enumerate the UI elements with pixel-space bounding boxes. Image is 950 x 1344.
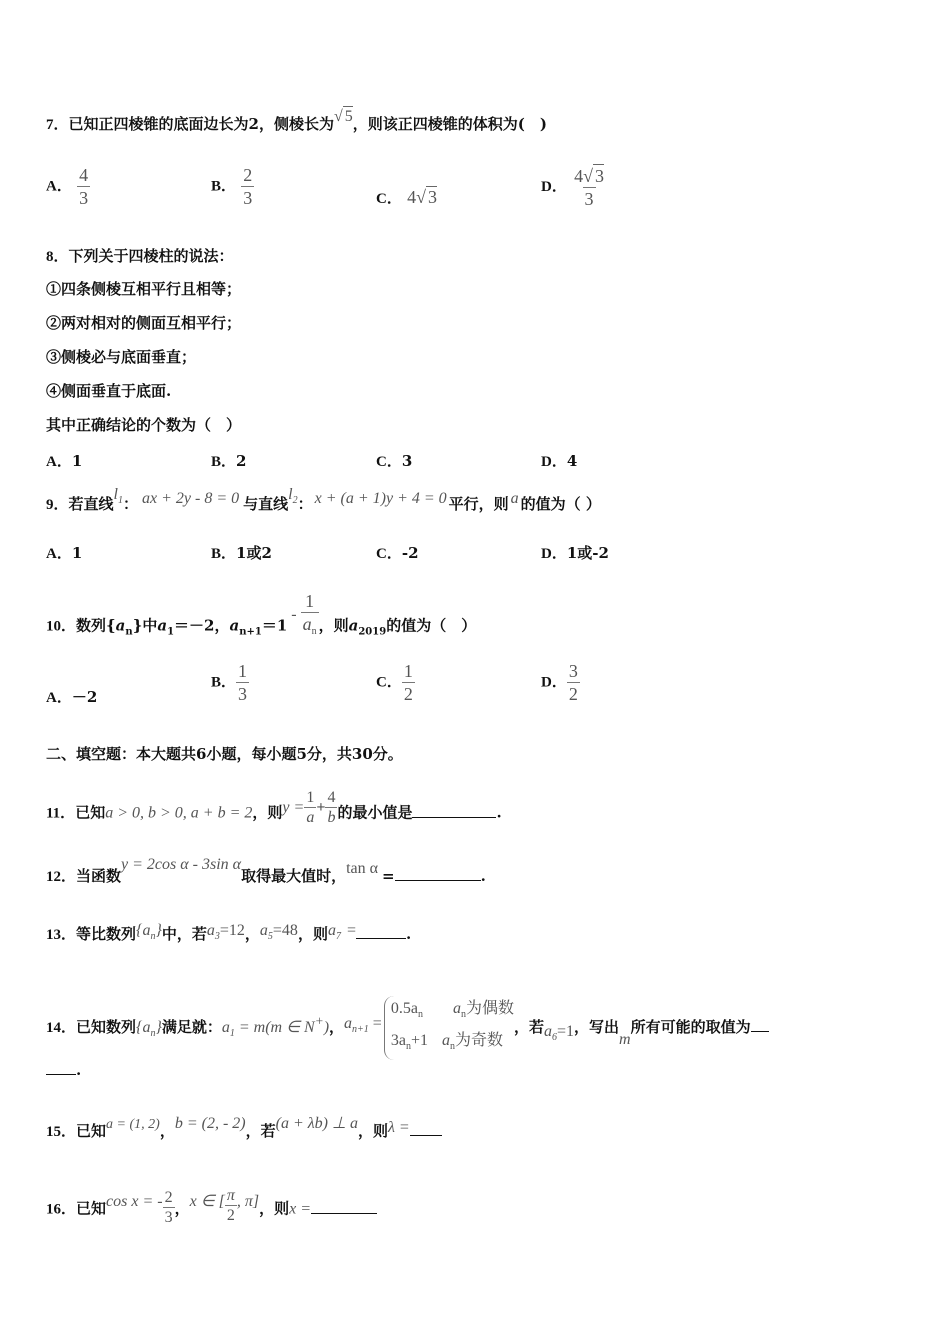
text: ，若: [513, 1018, 544, 1036]
coef: 4: [574, 166, 584, 186]
option-value: 1或-2: [566, 544, 609, 562]
q13-a5: [259, 922, 298, 942]
expr: +1: [410, 1032, 428, 1049]
q14-seq: $\{a_n\}$: [136, 1019, 162, 1039]
sub: 1: [117, 495, 123, 506]
text: 中，若: [161, 925, 207, 943]
frac-num: π: [226, 1187, 235, 1204]
sub: n: [150, 931, 156, 942]
radicand: 3: [427, 187, 437, 207]
text: .: [480, 867, 486, 885]
option-label: B．: [211, 454, 237, 470]
text: ＝－2，: [174, 616, 230, 635]
sub: n+1: [239, 626, 262, 638]
q11-answer-blank[interactable]: [412, 803, 496, 818]
text: 的最小值是: [337, 803, 413, 822]
text: 等比数列: [76, 925, 137, 943]
q7-option-c-value: 4√ 3: [407, 187, 437, 207]
paren: ): [323, 1019, 330, 1036]
sub: 2019: [358, 626, 387, 638]
q11-frac-1: [304, 788, 316, 827]
sub: 1: [167, 626, 175, 638]
q16-answer-blank[interactable]: [311, 1199, 377, 1214]
q8-stem: [46, 246, 234, 267]
q14-piecewise: [384, 996, 514, 1060]
q7-sqrt: √ 5: [333, 108, 353, 125]
frac-den: a: [306, 809, 315, 826]
q14-a6: [543, 1023, 574, 1043]
text: 的值为（ ）: [386, 616, 477, 635]
frac-den: 3: [584, 189, 594, 209]
var: a: [441, 1032, 450, 1049]
q15-number: 15．: [46, 1124, 77, 1140]
q11-number: 11．: [46, 805, 76, 822]
q16-number: 16．: [46, 1201, 77, 1218]
frac-den: b: [327, 809, 336, 826]
sub: 3: [214, 931, 220, 942]
frac-num: 4: [79, 165, 89, 185]
option-value: 4: [566, 452, 578, 470]
q9-text-3: 平行，则: [448, 495, 509, 513]
minus: -: [291, 605, 297, 623]
q7-option-d-label: D．: [541, 179, 567, 195]
q7-option-d-frac: [572, 164, 606, 210]
option-label: C．: [376, 546, 402, 562]
q14-a1: [221, 1013, 330, 1039]
q15-answer-blank[interactable]: [410, 1121, 442, 1136]
equals: =: [372, 1015, 382, 1032]
frac-num: 4: [327, 789, 336, 806]
expr: 0.5a: [390, 1000, 418, 1017]
frac-den: 2: [226, 1207, 235, 1224]
text: ，: [329, 1018, 345, 1036]
q8-option-b[interactable]: [211, 450, 246, 471]
text: 已知: [76, 1122, 107, 1140]
q9-option-d[interactable]: [541, 542, 609, 563]
q10-option-a[interactable]: [46, 686, 97, 707]
q10-option-c[interactable]: [376, 660, 415, 705]
text: ，则: [357, 1122, 388, 1140]
text: ，写出: [574, 1018, 620, 1036]
q7-option-c[interactable]: [376, 186, 437, 208]
q10-option-d[interactable]: [541, 660, 580, 705]
text: 所有可能的取值为: [630, 1018, 751, 1036]
q8-item-2: ②两对相对的侧面互相平行；: [46, 314, 242, 332]
expr: 3a: [390, 1032, 406, 1049]
q14-number: 14．: [46, 1020, 77, 1036]
q7-radicand: 5: [344, 108, 353, 125]
q7-option-a-frac: [77, 164, 90, 209]
q8-option-a[interactable]: [46, 450, 82, 471]
var: a: [348, 616, 359, 635]
q9-option-b[interactable]: [211, 542, 272, 563]
frac-den: 3: [164, 1209, 173, 1226]
q9-text-1: 若直线: [68, 495, 114, 513]
var: a: [344, 1015, 353, 1032]
q8-item-4: ④侧面垂直于底面.: [46, 382, 172, 400]
text: ，则: [297, 925, 328, 943]
sup: +: [314, 1013, 324, 1029]
option-label: D．: [541, 546, 567, 562]
q15-vector-b: b = (2, - 2): [174, 1115, 246, 1132]
option-label: B．: [211, 674, 237, 691]
frac-num: 1: [238, 661, 248, 681]
q10-number: 10．: [46, 618, 77, 635]
q11-stem: [46, 789, 502, 833]
q9-l1: [113, 486, 123, 506]
option-label: D．: [541, 454, 567, 470]
l: l: [288, 486, 293, 503]
q8-text: 下列关于四棱柱的说法：: [68, 247, 234, 265]
sub: n: [449, 1041, 455, 1052]
text: 取得最大值时，: [241, 867, 347, 885]
frac-num: 1: [305, 591, 315, 611]
value: =12: [219, 922, 245, 939]
sub: 1: [229, 1028, 235, 1039]
section-2-heading: 二、填空题：本大题共6小题，每小题5分，共30分。: [46, 745, 403, 763]
q14-answer-blank-a[interactable]: [751, 1017, 769, 1032]
sub: n: [150, 1028, 156, 1039]
q11-y: y =: [282, 798, 305, 816]
q9-text-4: 的值为（ ）: [520, 495, 601, 513]
frac-den: 2: [568, 684, 578, 704]
text: 已知: [75, 803, 106, 822]
value: = m(m ∈ N: [238, 1019, 315, 1036]
equals: =: [382, 867, 395, 885]
q7-stem: [46, 108, 547, 135]
equals: =: [346, 922, 356, 939]
text: ，若: [245, 1122, 276, 1140]
radicand: 3: [594, 166, 604, 186]
text: 数列{: [76, 616, 116, 635]
text: .: [405, 925, 412, 943]
option-value: -2: [401, 544, 419, 562]
var: a: [543, 1023, 552, 1040]
q16-range-b: , π]: [236, 1192, 260, 1210]
option-frac: [402, 660, 415, 705]
q15-lambda: λ =: [387, 1119, 410, 1136]
cond-text: 为偶数: [465, 1000, 514, 1017]
q7-option-b-frac: [241, 164, 254, 209]
q12-answer-blank[interactable]: [395, 866, 481, 881]
text: 已知数列: [76, 1018, 137, 1036]
q11-condition: a > 0, b > 0, a + b = 2: [105, 804, 253, 822]
q10-stem: [46, 591, 477, 653]
q13-number: 13．: [46, 927, 77, 943]
q14-case-2: [391, 1028, 514, 1060]
q13-a3: [206, 922, 245, 942]
q10-frac: [301, 590, 319, 643]
sub: n: [405, 1041, 411, 1052]
q14-an1: [344, 1015, 382, 1035]
sub: n+1: [352, 1024, 369, 1035]
option-value: 1: [71, 544, 83, 562]
option-value: 3: [401, 452, 413, 470]
q10-option-b[interactable]: [211, 660, 249, 705]
q7-text-b: ，则该正四棱锥的体积为( ): [352, 115, 547, 133]
text: 已知: [76, 1199, 107, 1218]
q7-number: 7．: [46, 117, 69, 133]
l: l: [113, 486, 118, 503]
value: =48: [272, 922, 298, 939]
option-label: C．: [376, 454, 402, 470]
q9-stem: [46, 486, 601, 521]
q15-stem: [46, 1115, 442, 1143]
value: =1: [556, 1023, 574, 1040]
q14-continuation: [46, 1060, 81, 1080]
frac-num: 3: [568, 661, 578, 681]
sub: n: [125, 626, 133, 638]
var: a: [157, 616, 168, 635]
q8-option-d[interactable]: [541, 450, 577, 471]
frac-den: 3: [79, 188, 89, 208]
sub: n: [460, 1009, 466, 1020]
text: .: [496, 803, 502, 822]
option-value: 1或2: [236, 544, 272, 562]
option-label: B．: [211, 546, 237, 562]
var: a: [206, 922, 215, 939]
option-value: 1: [71, 452, 83, 470]
coef: 4: [407, 187, 417, 207]
q8-question: 其中正确结论的个数为（ ）: [46, 416, 242, 434]
frac-den: [301, 612, 319, 643]
q15-perp: (a + λb) ⊥ a: [275, 1115, 358, 1132]
frac-num: 1: [403, 661, 413, 681]
sub: 7: [335, 931, 341, 942]
text: ，则: [259, 1199, 290, 1218]
q15-vector-a: a = (1, 2): [106, 1117, 160, 1132]
q16-stem: [46, 1187, 377, 1229]
q9-l2: [288, 486, 298, 506]
frac-num: 2: [164, 1189, 173, 1206]
option-label: D．: [541, 674, 567, 691]
q8-item-1: ①四条侧棱互相平行且相等；: [46, 280, 242, 298]
frac-num: 2: [243, 165, 253, 185]
q14-case-1: [391, 996, 514, 1028]
frac-num: 4√ 3: [574, 166, 604, 186]
q9-text-2: 与直线: [243, 495, 289, 513]
q14-answer-blank-b[interactable]: [46, 1060, 76, 1075]
var: a: [452, 1000, 461, 1017]
var: a: [115, 616, 126, 635]
sub: 6: [551, 1032, 557, 1043]
text: }中: [132, 616, 158, 635]
colon: ：: [297, 495, 313, 513]
q14-stem: [46, 996, 769, 1060]
text: 当函数: [76, 867, 122, 885]
q8-number: 8．: [46, 249, 69, 265]
q9-var: a: [510, 490, 519, 507]
q13-answer-blank[interactable]: [356, 924, 406, 939]
frac-den: 3: [238, 684, 248, 704]
q7-option-b[interactable]: [211, 164, 254, 209]
option-label: A．: [46, 546, 72, 562]
q16-pi-frac: [225, 1186, 237, 1225]
var: a: [142, 922, 151, 939]
comma: ，: [174, 1199, 190, 1218]
q11-frac-2: [325, 788, 337, 827]
comma: ，: [244, 925, 260, 943]
option-value: －2: [71, 688, 98, 706]
q7-option-d[interactable]: [541, 164, 606, 210]
option-frac: [567, 660, 580, 705]
q13-a7: [327, 922, 356, 942]
sub: 5: [267, 931, 273, 942]
q12-tan: tan α: [346, 860, 379, 877]
option-label: C．: [376, 674, 402, 691]
sub: n: [311, 626, 317, 637]
q12-stem: [46, 856, 486, 887]
var: a: [302, 614, 312, 634]
option-value: 2: [236, 452, 247, 470]
q9-eq2: x + (a + 1)y + 4 = 0: [314, 490, 447, 507]
q7-option-c-label: C．: [376, 191, 402, 207]
sub: n: [417, 1009, 423, 1020]
q16-range-a: x ∈ [: [189, 1192, 225, 1210]
option-label: A．: [46, 454, 72, 470]
q7-option-a[interactable]: [46, 164, 90, 209]
text: ＝1: [261, 616, 288, 635]
q14-m: m: [619, 1031, 631, 1048]
text: .: [76, 1061, 82, 1079]
q7-option-b-label: B．: [211, 178, 237, 195]
var: a: [229, 616, 240, 635]
frac-num: 1: [306, 789, 315, 806]
var: a: [221, 1019, 230, 1036]
q13-seq: $\{a_n\}$: [136, 922, 162, 942]
q16-x: x =: [289, 1200, 312, 1218]
text: ，则: [318, 616, 349, 635]
q9-eq1: ax + 2y - 8 = 0: [142, 490, 240, 507]
q12-number: 12．: [46, 869, 77, 885]
q8-item-3: ③侧棱必与底面垂直；: [46, 348, 197, 366]
option-label: A．: [46, 690, 72, 706]
q12-function: y = 2cos α - 3sin α: [121, 856, 242, 873]
q16-cos: cos x = -: [106, 1192, 163, 1210]
q16-frac: [163, 1188, 175, 1227]
colon: ：: [122, 495, 138, 513]
var: a: [259, 922, 268, 939]
var: a: [327, 922, 336, 939]
var: a: [142, 1019, 151, 1036]
text: ，则: [252, 803, 283, 822]
q9-option-a[interactable]: [46, 542, 82, 563]
q9-option-c[interactable]: [376, 542, 419, 563]
option-frac: [236, 660, 249, 705]
plus: +: [316, 798, 326, 816]
q13-stem: [46, 924, 411, 951]
q8-option-c[interactable]: [376, 450, 412, 471]
frac-den: 2: [403, 684, 413, 704]
q7-text-a: 已知正四棱锥的底面边长为2，侧棱长为: [68, 115, 334, 133]
comma: ，: [159, 1122, 175, 1140]
q9-number: 9．: [46, 497, 69, 513]
cond-text: 为奇数: [454, 1032, 503, 1049]
frac-den: 3: [243, 188, 253, 208]
sub: 2: [292, 495, 298, 506]
text: 满足就：: [161, 1018, 222, 1036]
q7-option-a-label: A．: [46, 178, 72, 195]
